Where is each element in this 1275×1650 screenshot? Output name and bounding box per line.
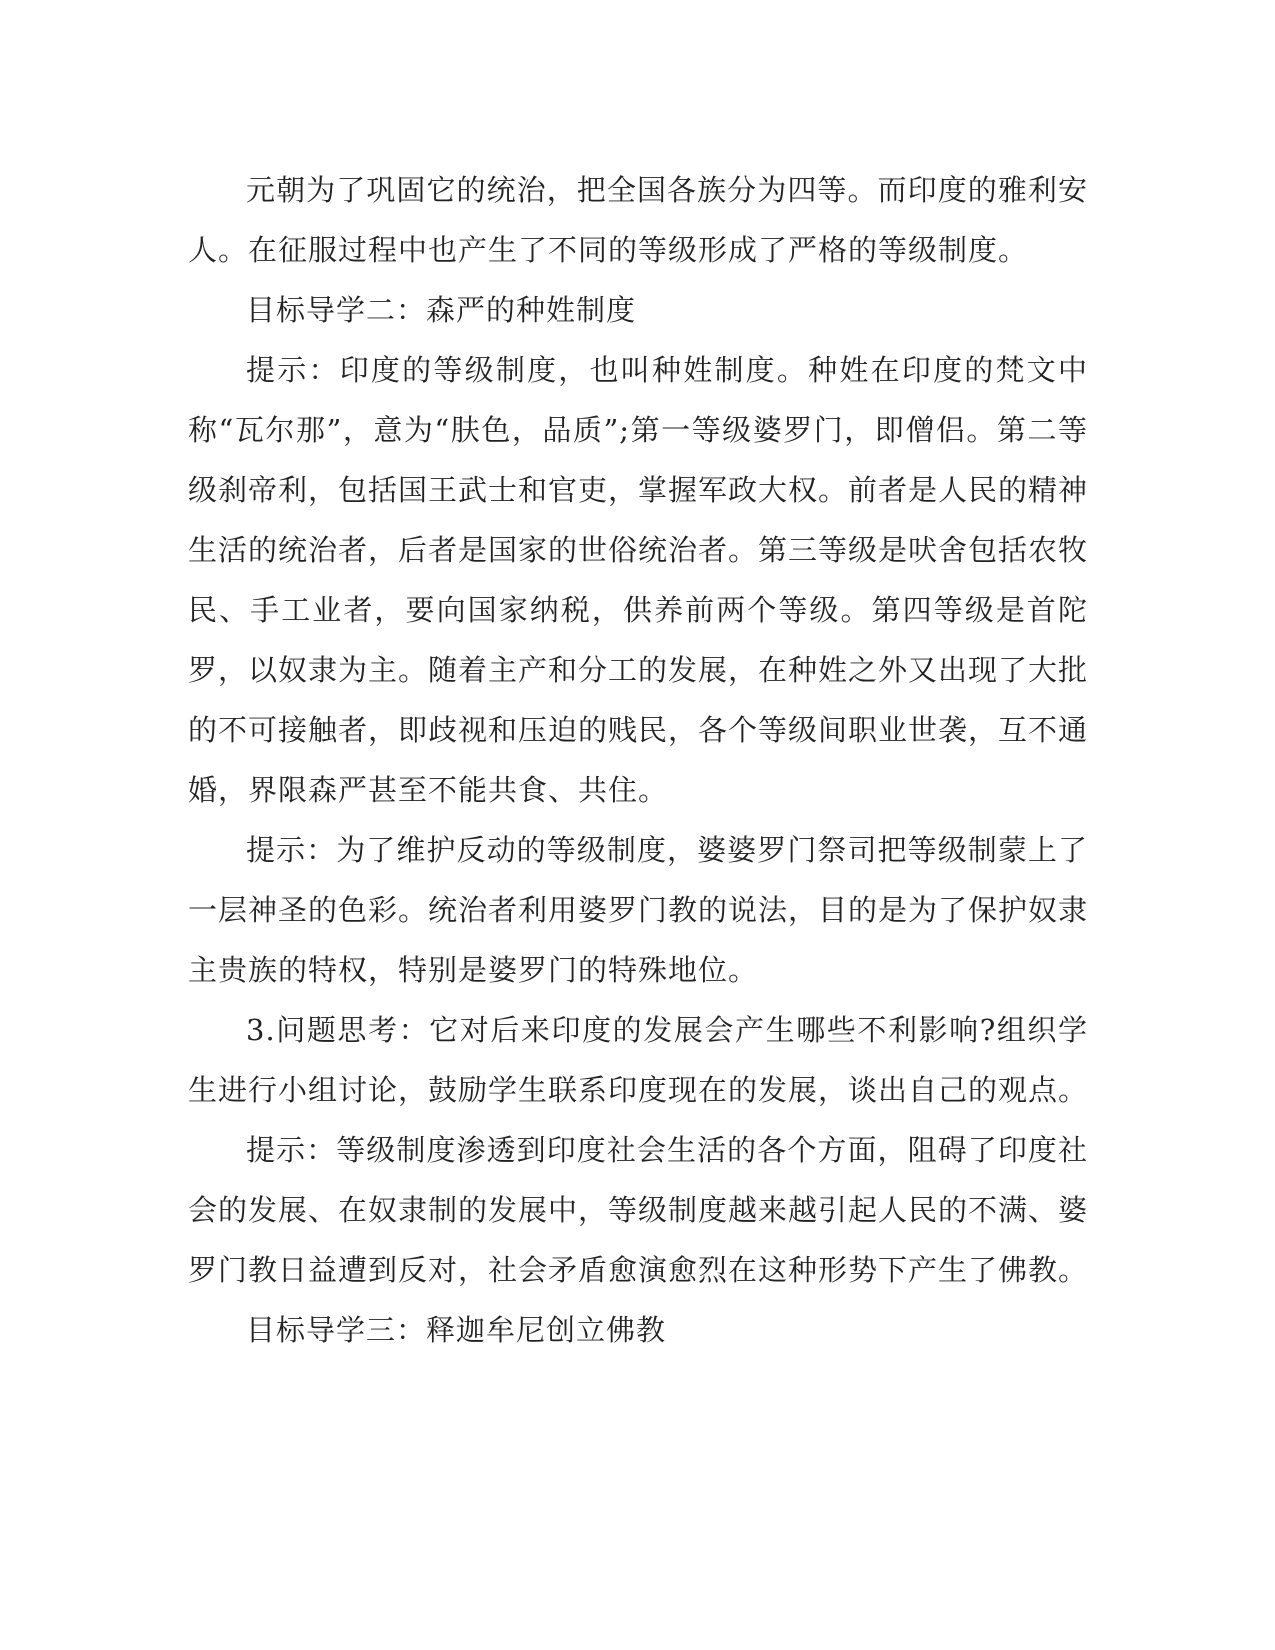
section-heading-buddhism: 目标导学三：释迦牟尼创立佛教 — [246, 1313, 667, 1347]
paragraph-brahmin-hint: 提示：为了维护反动的等级制度，婆婆罗门祭司把等级制蒙上了一层神圣的色彩。统治者利用婆罗门教的说法，目的是为了保护奴隶主贵族的特权，特别是婆罗门的特殊地位。 — [188, 833, 1089, 987]
section-heading-caste-system: 目标导学二：森严的种姓制度 — [246, 293, 637, 327]
paragraph-caste-hint: 提示：印度的等级制度，也叫种姓制度。种姓在印度的梵文中称“瓦尔那”，意为“肤色，品质”;第一等级婆罗门，即僧侣。第二等级刹帝利，包括国王武士和官吏，掌握军政大权。前者是人民的精神生活的统治者，后者是国家的世俗统治者。第三等级是吠舍包括农牧民、手工业者，要向国家纳税，供养前两个等级。第四等级是首陀罗，以奴隶为主。随着主产和分工的发展，在种姓之外又出现了大批的不可接触者，即歧视和压迫的贱民，各个等级间职业世袭，互不通婚，界限森严甚至不能共食、共住。 — [188, 353, 1089, 807]
paragraph-yuan-dynasty: 元朝为了巩固它的统治，把全国各族分为四等。而印度的雅利安人。在征服过程中也产生了不同的等级形成了严格的等级制度。 — [188, 173, 1088, 267]
paragraph-question: 3.问题思考：它对后来印度的发展会产生哪些不利影响?组织学生进行小组讨论，鼓励学生联系印度现在的发展，谈出自己的观点。 — [188, 1013, 1089, 1107]
paragraph-impact-hint: 提示：等级制度渗透到印度社会生活的各个方面，阻碍了印度社会的发展、在奴隶制的发展中，等级制度越来越引起人民的不满、婆罗门教日益遭到反对，社会矛盾愈演愈烈在这种形势下产生了佛教。 — [188, 1133, 1089, 1287]
document-body — [188, 160, 1088, 1360]
